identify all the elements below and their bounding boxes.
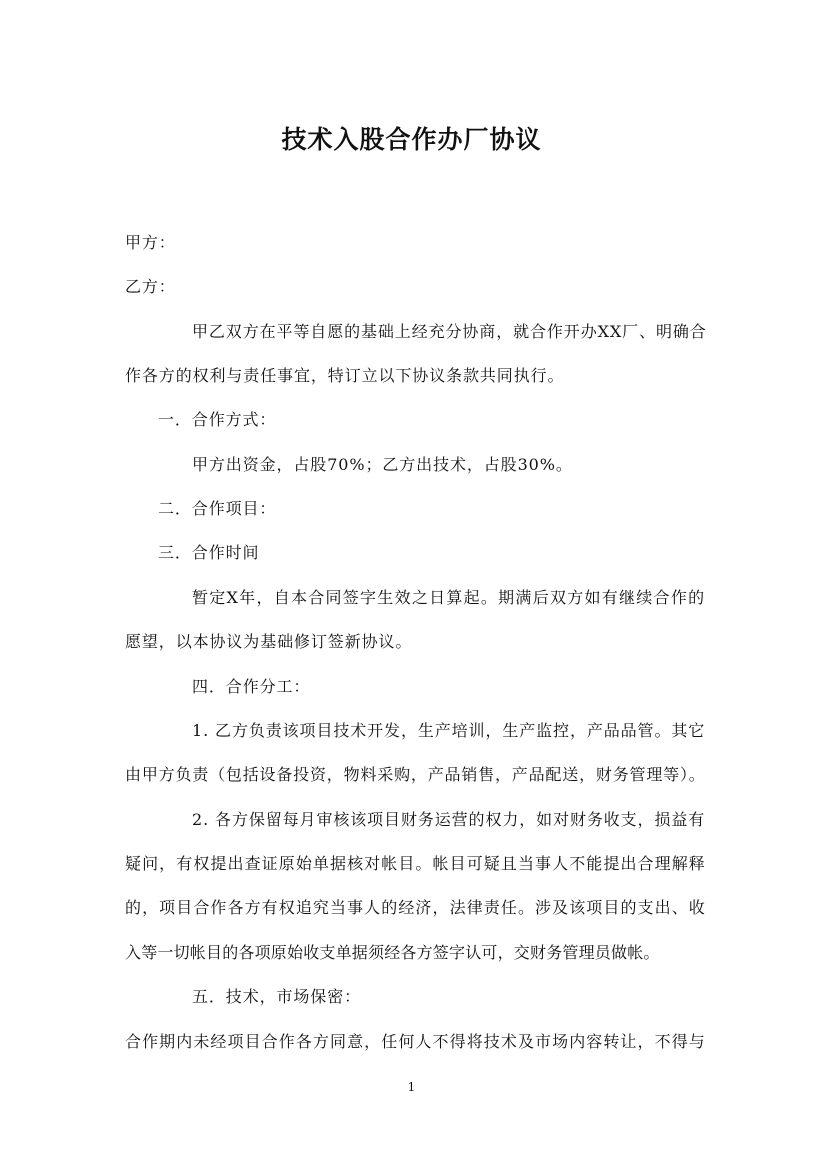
section-1-heading: 一．合作方式： (158, 410, 277, 429)
party-b-label: 乙方： (125, 277, 176, 296)
section-2-heading: 二．合作项目： (158, 499, 277, 518)
section-4-item-2-line-1: 2. 各方保留每月审核该项目财务运营的权力，如对财务收支，损益有 (192, 810, 706, 829)
section-5-heading: 五．技术，市场保密： (192, 987, 362, 1006)
section-4-item-2-line-3: 的，项目合作各方有权追究当事人的经济，法律责任。涉及该项目的支出、收 (125, 898, 705, 917)
section-3-line-2: 愿望，以本协议为基础修订签新协议。 (125, 632, 413, 651)
preamble-line-2: 作各方的权利与责任事宜，特订立以下协议条款共同执行。 (125, 366, 565, 385)
page-number: 1 (407, 1080, 416, 1094)
section-4-item-1-line-2: 由甲方负责（包括设备投资，物料采购，产品销售，产品配送，财务管理等）。 (125, 765, 705, 784)
section-4-item-2-line-4: 入等一切帐目的各项原始收支单据须经各方签字认可，交财务管理员做帐。 (125, 943, 660, 962)
section-4-item-2-line-2: 疑问，有权提出查证原始单据核对帐目。帐目可疑且当事人不能提出合理解释 (125, 854, 705, 873)
party-a-label: 甲方： (125, 233, 176, 252)
section-4-item-1-line-1: 1. 乙方负责该项目技术开发，生产培训，生产监控，产品品管。其它 (192, 721, 706, 740)
section-3-line-1: 暂定X年，自本合同签字生效之日算起。期满后双方如有继续合作的 (192, 588, 705, 607)
section-4-heading: 四．合作分工： (192, 677, 311, 696)
preamble-line-1: 甲乙双方在平等自愿的基础上经充分协商，就合作开办XX厂、明确合 (192, 322, 707, 341)
section-5-line-1: 合作期内未经项目合作各方同意，任何人不得将技术及市场内容转让，不得与 (125, 1032, 705, 1051)
section-3-heading: 三．合作时间 (158, 543, 260, 562)
page-title: 技术入股合作办厂协议 (281, 125, 542, 154)
section-1-body: 甲方出资金，占股70%；乙方出技术，占股30%。 (192, 455, 573, 474)
